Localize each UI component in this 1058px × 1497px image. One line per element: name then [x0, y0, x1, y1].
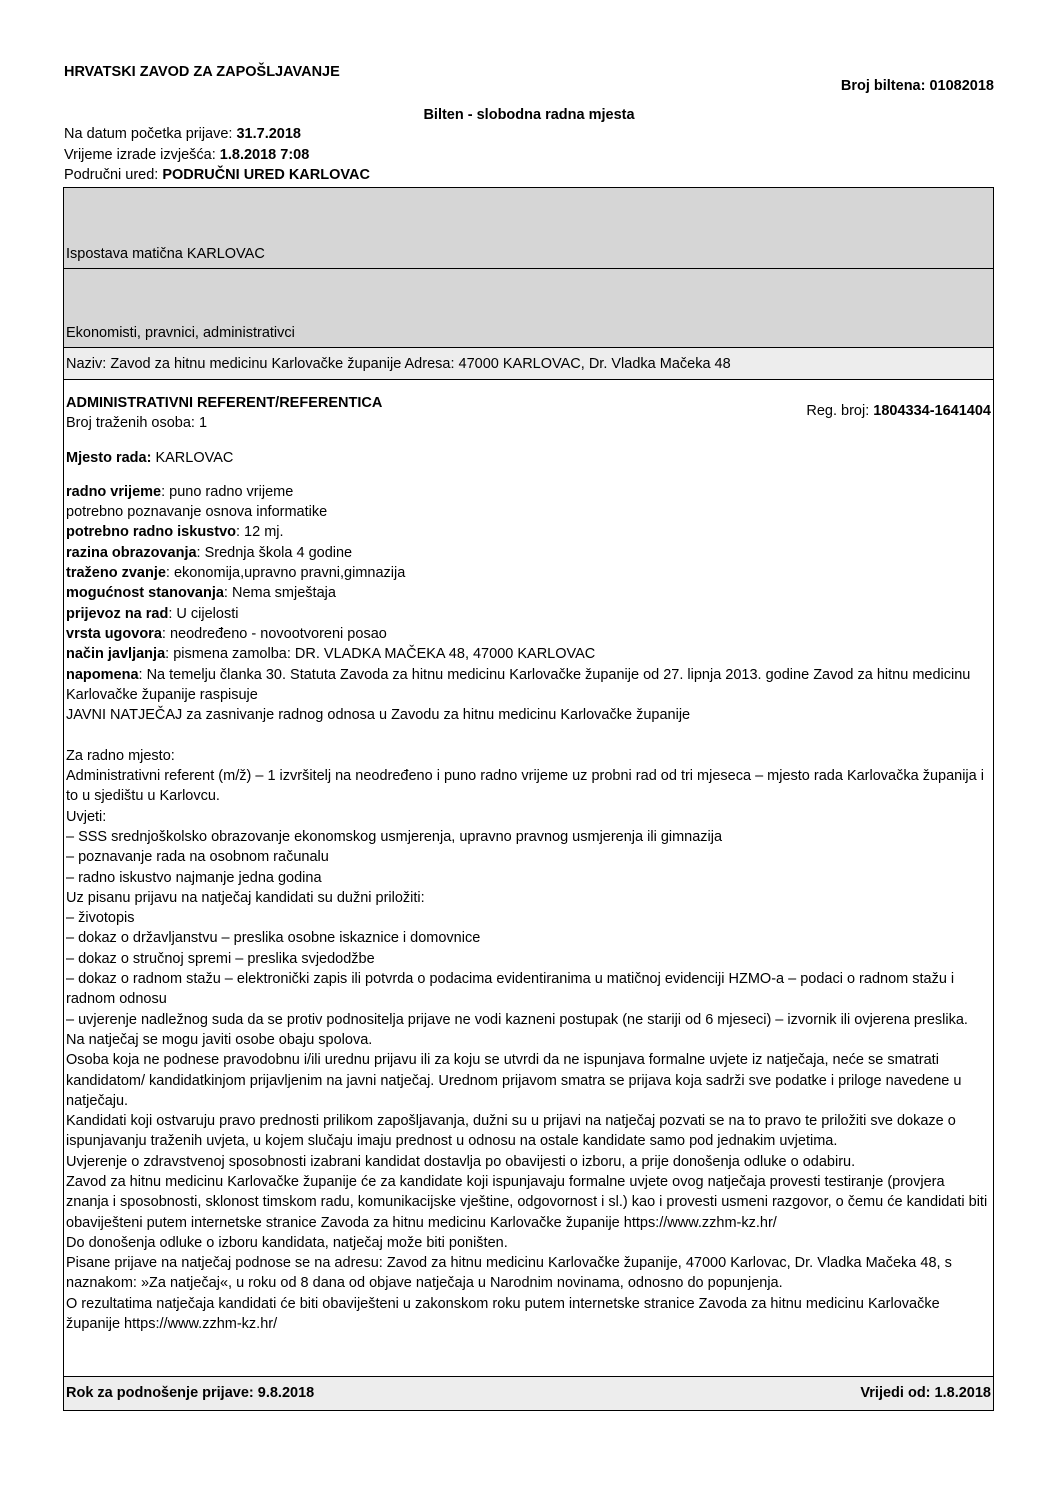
job-field-label: mogućnost stanovanja: [66, 585, 224, 602]
persons-count: Broj traženih osoba: 1: [66, 415, 208, 432]
note-paragraph: O rezultatima natječaja kandidati će biti obaviješteni u zakonskom roku putem internetske stranice Zavoda za hitnu medicinu Karlovačke županije https://www.zzhm-kz.hr/: [66, 1295, 940, 1333]
valid-from: Vrijedi od: 1.8.2018: [860, 1385, 991, 1401]
note-paragraph: – životopis: [66, 910, 135, 927]
note-paragraph: – dokaz o radnom stažu – elektronički zapis ili potvrda o podacima evidentiranima u matičnoj evidenciji HZMO-a – podaci o radnom stažu i radnom odnosu: [66, 971, 955, 1008]
note-paragraph: Do donošenja odluke o izboru kandidata, natječaj može biti poništen.: [66, 1234, 508, 1251]
report-time-line: [64, 147, 309, 163]
note-paragraphs-a: [66, 705, 991, 725]
organization-name: HRVATSKI ZAVOD ZA ZAPOŠLJAVANJE: [64, 64, 340, 80]
note-label: napomena: [66, 666, 139, 683]
job-fields: [66, 482, 991, 665]
job-field-value: : Nema smještaja: [223, 585, 336, 602]
job-title: ADMINISTRATIVNI REFERENT/REFERENTICA: [66, 395, 383, 411]
footer-row: [64, 1376, 993, 1410]
note-paragraph: Pisane prijave na natječaj podnose se na adresu: Zavod za hitnu medicinu Karlovačke županije, 47000 Karlovac, Dr. Vladka Mačeka 48, s naznakom: »Za natječaj«, u roku od 8 dana od objave natječaja u Narodnim novinama, odnosno do popunjenja.: [66, 1255, 952, 1292]
bulletin-number-label: Broj biltena:: [840, 78, 926, 94]
start-date-line: [64, 126, 301, 142]
job-field: [66, 482, 991, 502]
note-paragraph: Administrativni referent (m/ž) – 1 izvršitelj na neodređeno i puno radno vrijeme uz probni rad od tri mjeseca – mjesto rada Karlovačka županija i to u sjedištu u Karlovcu.: [66, 768, 984, 805]
bulletin-number-value: 01082018: [929, 78, 994, 94]
job-field-label: način javljanja: [66, 646, 166, 663]
job-field: [66, 543, 991, 563]
job-field-value: : neodređeno - novootvoreni posao: [161, 625, 387, 642]
note-intro-text: : Na temelju članka 30. Statuta Zavoda za hitnu medicinu Karlovačke županije od 27. lipnja 2013. godine Zavod za hitnu medicinu Karlovačke županije raspisuje: [66, 666, 971, 703]
job-field-value: : Srednja škola 4 godine: [196, 544, 353, 561]
note-paragraph: Uvjerenje o zdravstvenoj sposobnosti izabrani kandidat dostavlja po obavijesti o izboru, a prije donošenja odluke o odabiru.: [66, 1153, 856, 1170]
workplace-value: KARLOVAC: [155, 449, 234, 466]
job-field-value: potrebno poznavanje osnova informatike: [66, 504, 328, 521]
job-field: [66, 604, 991, 624]
listing-table: [63, 187, 994, 1411]
branch-row: [64, 188, 993, 268]
job-field: [66, 583, 991, 603]
job-field: [66, 502, 991, 522]
note-paragraph: – SSS srednjoškolsko obrazovanje ekonomskog usmjerenja, upravno pravnog usmjerenja ili gimnazija: [66, 828, 723, 845]
start-date-label: Na datum početka prijave:: [64, 126, 233, 142]
job-field-label: prijevoz na rad: [66, 605, 169, 622]
note-paragraph: Uvjeti:: [66, 808, 107, 825]
workplace-label: Mjesto rada:: [66, 449, 152, 466]
note-paragraph: – dokaz o državljanstvu – preslika osobne iskaznice i domovnice: [66, 930, 481, 947]
workplace-line: [66, 448, 991, 468]
bulletin-number: [841, 78, 994, 94]
job-field-label: razina obrazovanja: [66, 544, 197, 561]
branch-name: Ispostava matična KARLOVAC: [66, 246, 265, 262]
reg-label: Reg. broj:: [806, 403, 870, 419]
report-time-value: 1.8.2018 7:08: [219, 147, 310, 163]
office-value: PODRUČNI URED KARLOVAC: [162, 167, 370, 183]
note-paragraph: JAVNI NATJEČAJ za zasnivanje radnog odnosa u Zavodu za hitnu medicinu Karlovačke županije: [66, 707, 691, 724]
reg-value: 1804334-1641404: [873, 403, 991, 419]
job-field: [66, 644, 991, 664]
note-paragraph: – dokaz o stručnoj spremi – preslika svjedodžbe: [66, 950, 375, 967]
category-row: [64, 269, 993, 347]
note-paragraphs-b: [66, 746, 991, 1335]
job-field-label: potrebno radno iskustvo: [66, 524, 236, 541]
note-paragraph: Osoba koja ne podnese pravodobnu i/ili urednu prijavu ili za koju se utvrdi da ne ispunjava formalne uvjete iz natječaja, neće se smatrati kandidatom/ kandidatkinjom prijavljenim na javni natječaj. Urednom prijavom smatra se prijava koja sadrži sve podatke i priloge navedene u natječaju.: [66, 1052, 962, 1109]
job-field: [66, 624, 991, 644]
note-paragraph: Uz pisanu prijavu na natječaj kandidati su dužni priložiti:: [66, 889, 425, 906]
job-field: [66, 563, 991, 583]
note-paragraph: – radno iskustvo najmanje jedna godina: [66, 869, 322, 886]
job-field-value: : ekonomija,upravno pravni,gimnazija: [165, 565, 406, 582]
job-field-label: traženo zvanje: [66, 565, 166, 582]
note-paragraph: Zavod za hitnu medicinu Karlovačke županije će za kandidate koji ispunjavaju formalne uvjete ovog natječaja provesti testiranje (provjera znanja i sposobnosti, sklonost timskom radu, komunikacijske vještine, odgovornost i sl.) kao i provesti usmeni razgovor, o čemu će kandidati biti obaviješteni putem internetske stranice Zavoda za hitnu medicinu Karlovačke županije https://www.zzhm-kz.hr/: [66, 1173, 988, 1231]
job-field-label: vrsta ugovora: [66, 625, 162, 642]
job-field-value: : U cijelosti: [168, 605, 239, 622]
note-paragraph: – poznavanje rada na osobnom računalu: [66, 849, 329, 866]
job-field: [66, 522, 991, 542]
bulletin-title: Bilten - slobodna radna mjesta: [423, 107, 635, 123]
note-intro: [66, 665, 991, 706]
office-label: Područni ured:: [64, 167, 159, 183]
note-paragraph: – uvjerenje nadležnog suda da se protiv podnositelja prijave ne vodi kazneni postupak (ne stariji od 6 mjeseci) – izvornik ili ovjerena preslika.: [66, 1011, 968, 1028]
report-time-label: Vrijeme izrade izvješća:: [64, 147, 216, 163]
note-paragraph: Kandidati koji ostvaruju pravo prednosti prilikom zapošljavanja, dužni su u prijavi na natječaj pozvati se na to pravo te priložiti sve dokaze o ispunjavanju traženih uvjeta, u kojem slučaju imaju prednost u odnosu na ostale kandidate samo pod jednakim uvjetima.: [66, 1113, 956, 1150]
office-line: [64, 167, 370, 183]
employer-info: Naziv: Zavod za hitnu medicinu Karlovačke županije Adresa: 47000 KARLOVAC, Dr. Vladka Mačeka 48: [66, 356, 731, 372]
job-field-value: : 12 mj.: [236, 524, 284, 541]
employer-row: [64, 348, 993, 379]
job-field-value: : puno radno vrijeme: [161, 483, 294, 500]
application-deadline: Rok za podnošenje prijave: 9.8.2018: [66, 1385, 315, 1401]
category-name: Ekonomisti, pravnici, administrativci: [66, 325, 295, 341]
note-paragraph: Na natječaj se mogu javiti osobe obaju spolova.: [66, 1031, 373, 1048]
job-field-value: : pismena zamolba: DR. VLADKA MAČEKA 48, 47000 KARLOVAC: [165, 646, 596, 663]
job-field-label: radno vrijeme: [66, 483, 162, 500]
note-paragraph: Za radno mjesto:: [66, 747, 175, 764]
start-date-value: 31.7.2018: [236, 126, 301, 142]
job-details: [66, 393, 991, 1334]
